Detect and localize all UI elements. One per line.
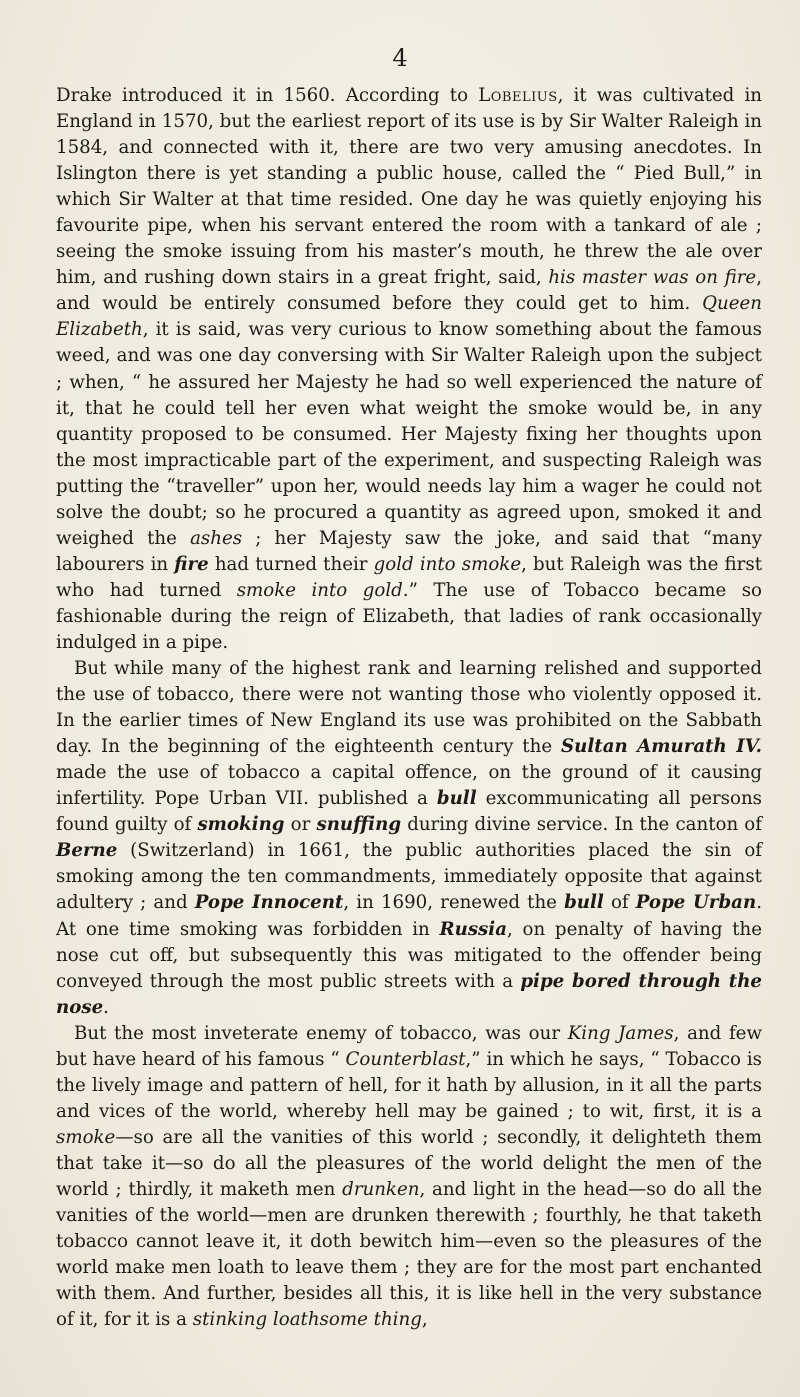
text-run: made the use of tobacco a capital offence, on the ground of it causing infertility. Pope Urban VII. published a (56, 762, 762, 810)
italic-text: smoke into gold (236, 579, 403, 601)
text-run: .” The use of Tobacco became so fashionable during the reign of Elizabeth, that ladies of rank occasionally indulged in a pipe. (56, 579, 763, 653)
text-run: , it is said, was very curious to know something about the famous weed, and was one day conversing with Sir Walter Raleigh upon the subject ; when, “ he assured her Majesty he had so well experienced the nature of it, that he could tell her even what weight the smoke would be, in any quantity proposed to be consumed. Her Majesty fixing her thoughts upon the most impracticable part of the experiment, and suspecting Raleigh was putting the “traveller” upon her, would needs lay him a wager he could not solve the doubt; so he procured a quantity as agreed upon, smoked it and weighed the (56, 319, 762, 549)
paragraph-1 (56, 83, 762, 656)
italic-text: Queen Elizabeth (56, 293, 762, 341)
text-run: , it was cultivated in England in 1570, but the earliest report of its use is by Sir Walter Raleigh in 1584, and connected with it, there are two very amusing anecdotes. In Islington there is yet standing a public house, called the “ Pied Bull,” in which Sir Walter at that time resided. One day he was quietly enjoying his favourite pipe, when his servant entered the room with a tankard of ale ; seeing the smoke issuing from his master’s mouth, he threw the ale over him, and rushing down stairs in a great fright, said, (56, 85, 762, 289)
text-run: had turned their (208, 553, 374, 575)
text-run: or (284, 814, 317, 836)
paragraph-3 (56, 1021, 762, 1334)
text-run: ; her Majesty saw the joke, and said that “many labourers in (56, 527, 763, 575)
italic-text: smoke (56, 1126, 116, 1148)
italic-text: gold into smoke (373, 553, 522, 575)
text-run: ,” in which he says, “ Tobacco is the lively image and pattern of hell, for it hath by allusion, in it all the parts and vices of the world, whereby hell may be gained ; to wit, first, it is a (56, 1048, 763, 1122)
emphasis-text: bull (564, 892, 604, 914)
text-run: Drake introduced it in 1560. According to (56, 85, 479, 106)
text-run: But the most inveterate enemy of tobacco, was our (74, 1022, 568, 1044)
italic-text: ashes (190, 527, 243, 549)
text-run: , in 1690, renewed the (343, 892, 565, 914)
emphasis-text: snuffing (316, 814, 402, 836)
text-run: excommunicating all persons found guilty of (56, 788, 763, 836)
emphasis-text: Pope Urban (635, 892, 757, 914)
text-run: during divine service. In the canton of (401, 814, 762, 836)
emphasis-text: bull (436, 788, 477, 810)
text-run: , and light in the head—so do all the vanities of the world—men are drunken therewith ; fourthly, he that taketh tobacco cannot leave it, it doth bewitch him—even so the pleasures of the world make men loath to leave them ; they are for the most part enchanted with them. And further, besides all this, it is like hell in the very substance of it, for it is a (56, 1178, 762, 1331)
text-run: . (103, 996, 109, 1018)
italic-text: Counterblast (345, 1048, 466, 1070)
text-run: of (603, 892, 636, 914)
text-run: , on penalty of having the nose cut off, but subsequently this was mitigated to the offender being conveyed through the most public streets with a (56, 918, 762, 992)
text-run: , (421, 1309, 428, 1331)
small-caps-text: Lobelius (478, 85, 558, 106)
text-run: But while many of the highest rank and learning relished and supported the use of tobacco, there were not wanting those who violently opposed it. In the earlier times of New England its use was prohibited on the Sabbath day. In the beginning of the eighteenth century the (56, 658, 762, 758)
emphasis-text: fire (174, 553, 209, 575)
italic-text: his master was on fire (548, 267, 757, 289)
text-run: . At one time smoking was forbidden in (56, 892, 762, 940)
emphasis-text: Pope Innocent (194, 892, 344, 914)
text-run: , but Raleigh was the first who had turned (56, 553, 763, 601)
body-text (56, 83, 762, 1333)
emphasis-text: Berne (56, 840, 118, 862)
italic-text: King James (567, 1022, 674, 1044)
text-run: (Switzerland) in 1661, the public authorities placed the sin of smoking among the ten commandments, immediately opposite that against adultery ; and (56, 840, 762, 914)
italic-text: stinking loathsome thing (192, 1309, 422, 1331)
text-run: —so are all the vanities of this world ; secondly, it delighteth them that take it—so do all the pleasures of the world delight the men of the world ; thirdly, it maketh men (56, 1126, 762, 1200)
emphasis-text: Sultan Amurath IV. (561, 736, 762, 758)
emphasis-text: smoking (197, 814, 285, 836)
italic-text: drunken (342, 1178, 420, 1200)
emphasis-text: pipe bored through the nose (56, 970, 762, 1018)
page-number: 4 (392, 44, 408, 72)
emphasis-text: Russia (439, 918, 507, 940)
text-run: , and would be entirely consumed before they could get to him. (56, 267, 762, 315)
text-run: , and few but have heard of his famous “ (56, 1022, 763, 1070)
paragraph-2 (56, 656, 762, 1021)
